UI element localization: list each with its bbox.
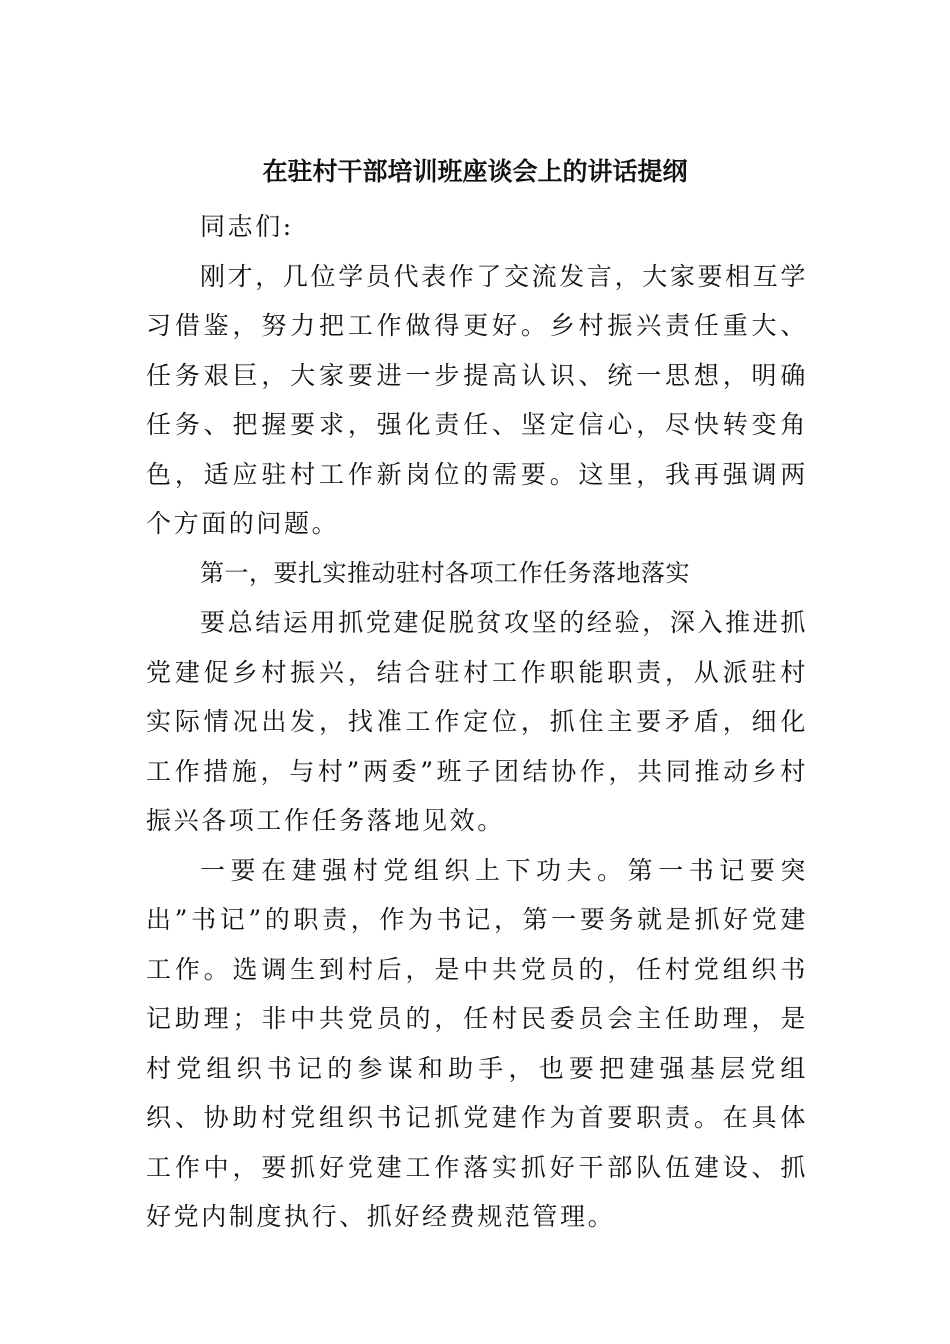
paragraph-lead-sentence: 一要在建强村党组织上下功夫。 [200,855,628,885]
salutation: 同志们: [200,212,294,241]
document-title: 在驻村干部培训班座谈会上的讲话提纲 [262,157,688,186]
paragraph-body-text: 第一书记要突出”书记”的职责，作为书记，第一要务就是抓好党建工作。选调生到村后，是中共党员的，任村党组织书记助理；非中共党员的，任村民委员会主任助理，是村党组织书记的参谋和助手，也要把建强基层党组织、协助村党组织书记抓党建作为首要职责。在具体工作中，要抓好党建工作落实抓好干部队伍建设、抓好党内制度执行、抓好经费规范管理。 [146,855,808,1231]
paragraph-party-building [146,846,808,1242]
paragraph-summary: 要总结运用抓党建促脱贫攻坚的经验，深入推进抓党建促乡村振兴，结合驻村工作职能职责，从派驻村实际情况出发，找准工作定位，抓住主要矛盾，细化工作措施，与村”两委”班子团结协作，共同推动乡村振兴各项工作任务落地见效。 [146,608,808,835]
paragraph-intro: 刚才，几位学员代表作了交流发言，大家要相互学习借鉴，努力把工作做得更好。乡村振兴责任重大、任务艰巨，大家要进一步提高认识、统一思想，明确任务、把握要求，强化责任、坚定信心，尽快转变角色，适应驻村工作新岗位的需要。这里，我再强调两个方面的问题。 [146,261,808,538]
document-body [146,202,808,1242]
section-heading-first: 第一，要扎实推动驻村各项工作任务落地落实 [200,558,690,587]
